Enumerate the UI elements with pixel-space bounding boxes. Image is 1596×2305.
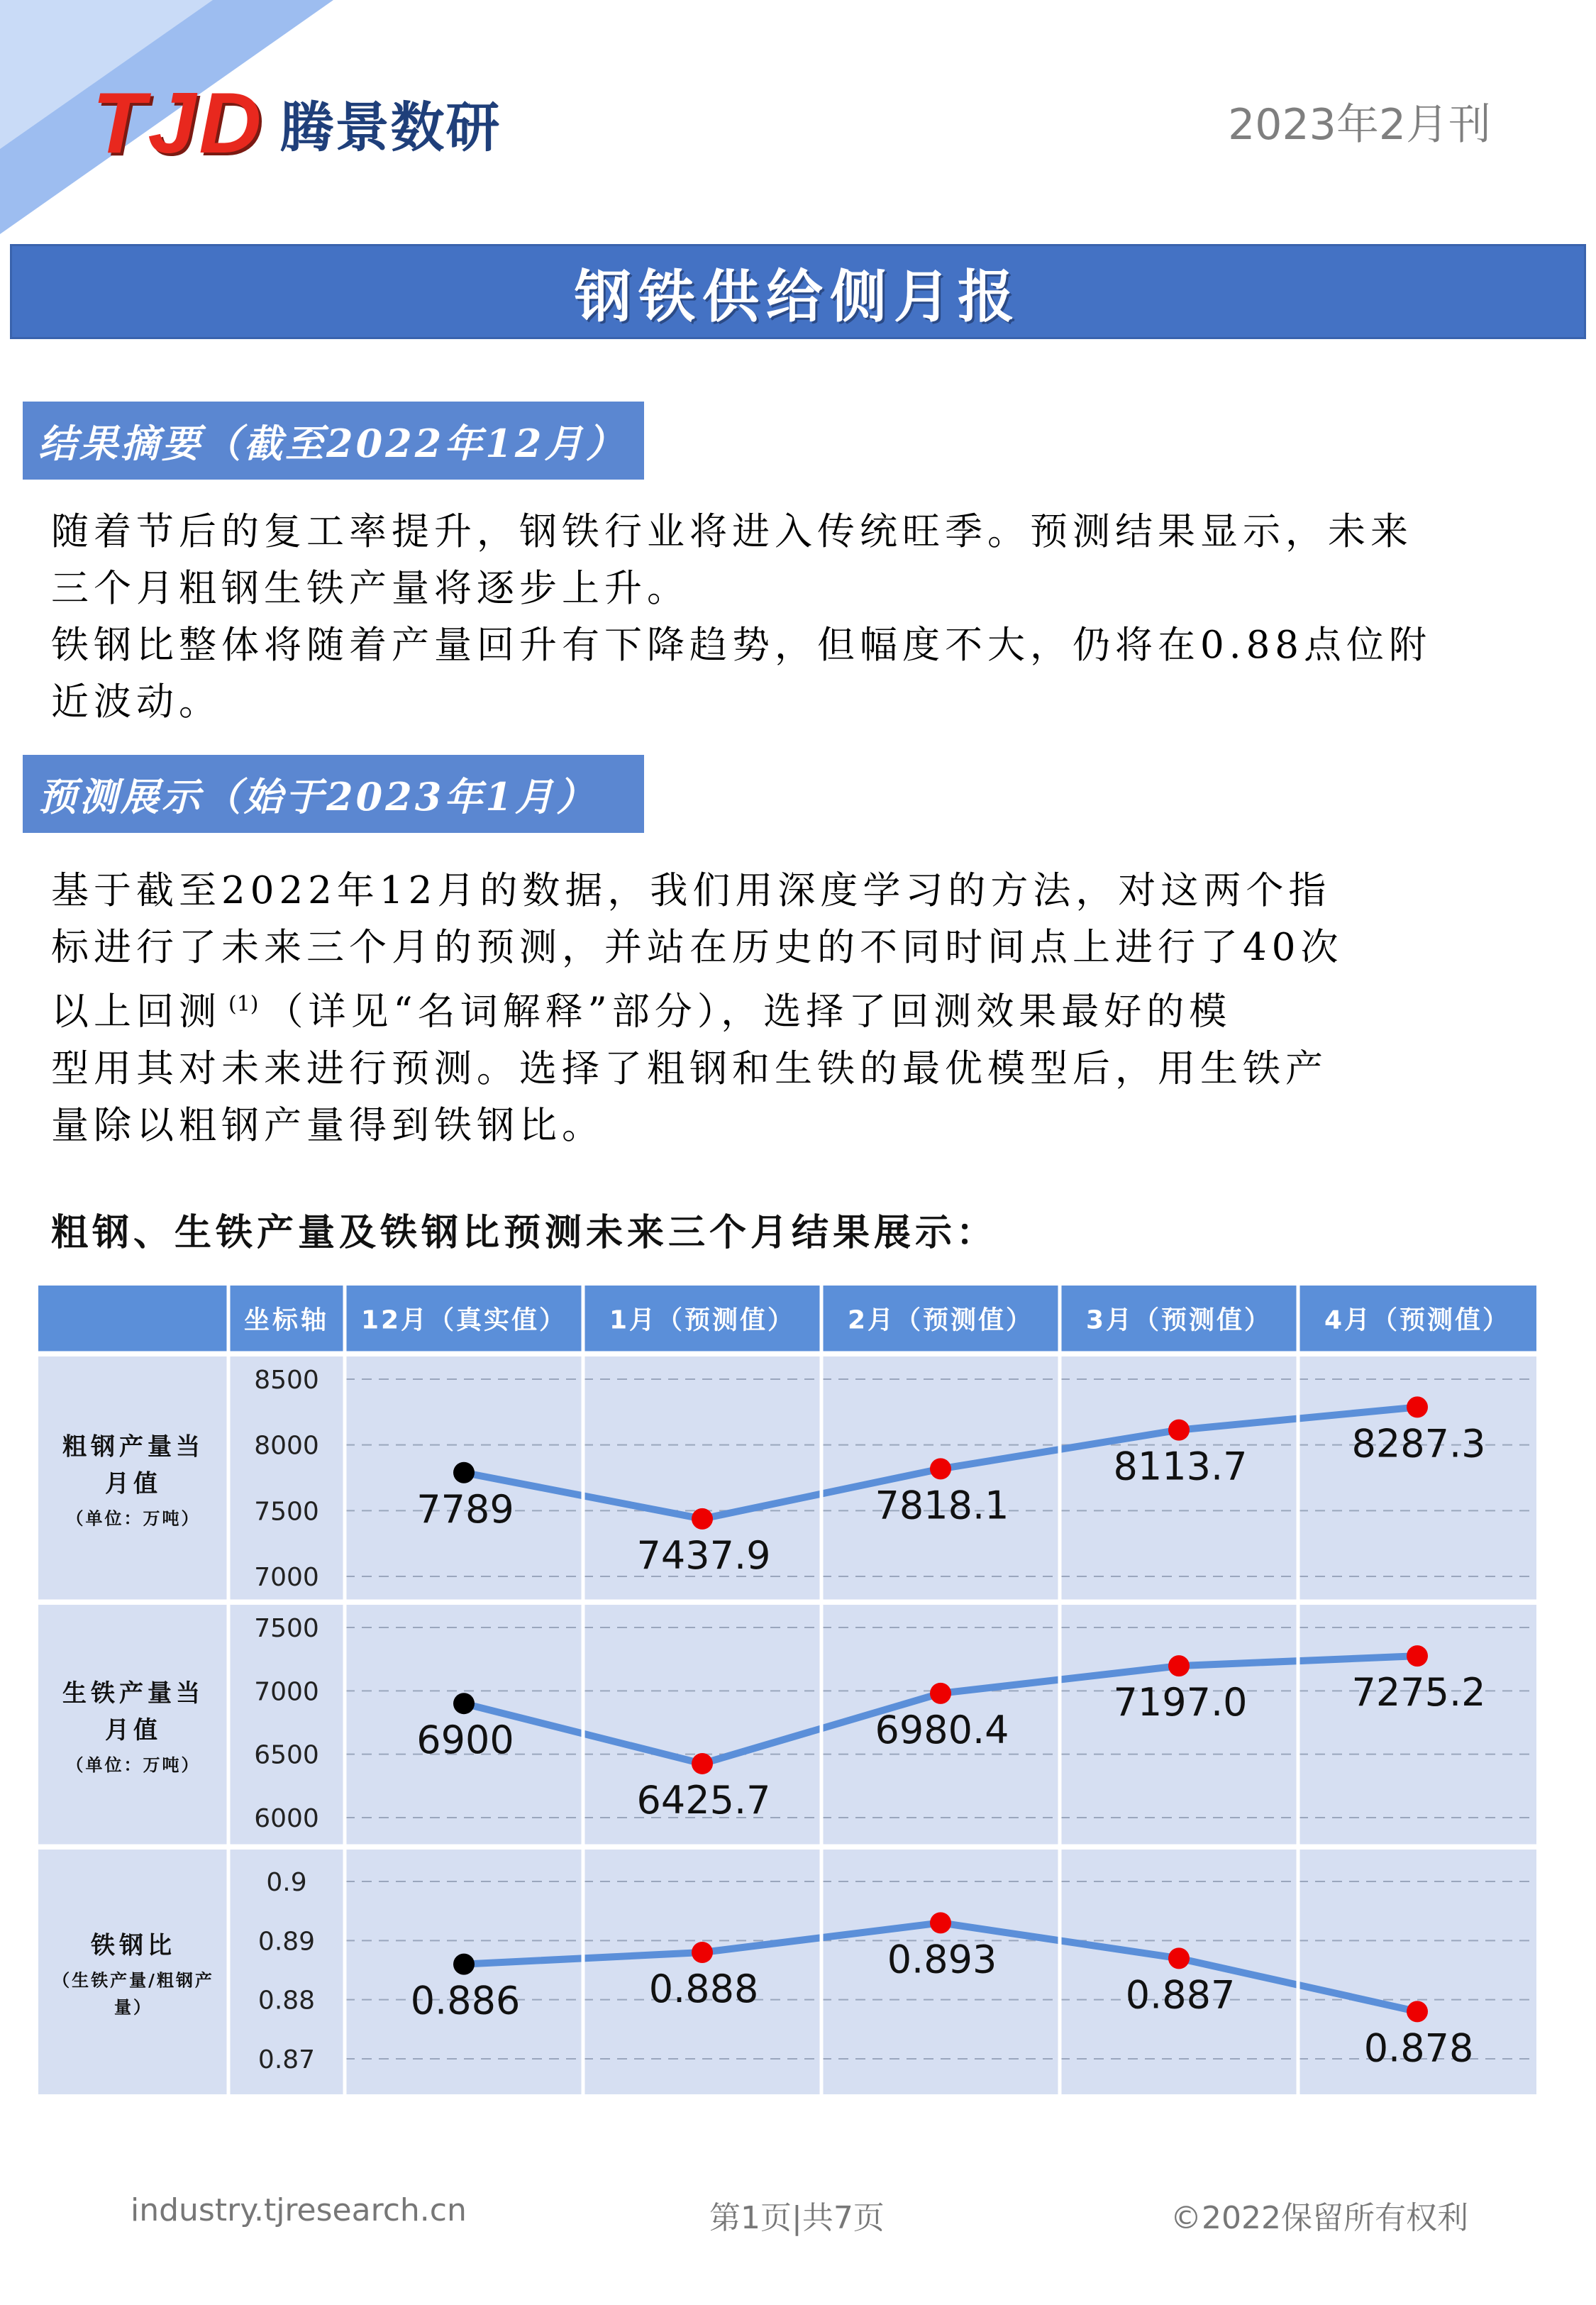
forecast-heading: 预测展示（始于2023年1月） xyxy=(38,773,597,819)
row-label: 月值 xyxy=(105,1716,162,1745)
forecast-point xyxy=(692,1753,713,1774)
actual-point xyxy=(453,1954,475,1975)
row-unit: （单位：万吨） xyxy=(66,1508,201,1529)
footnote-marker: (1) xyxy=(228,992,259,1017)
data-label: 6980.4 xyxy=(875,1707,1009,1752)
category-header: 1月（预测值） xyxy=(609,1305,796,1335)
row-label: 铁钢比 xyxy=(91,1931,176,1960)
forecast-point xyxy=(930,1683,951,1704)
summary-line: 三个月粗钢生铁产量将逐步上升。 xyxy=(51,567,689,610)
category-header: 4月（预测值） xyxy=(1324,1305,1511,1335)
forecast-line-part: （详见“名词解释”部分），选择了回测效果最好的模 xyxy=(265,990,1232,1034)
y-tick-label: 0.87 xyxy=(257,2045,316,2074)
forecast-point xyxy=(692,1942,713,1963)
data-label: 7818.1 xyxy=(875,1483,1009,1528)
data-label: 7789 xyxy=(416,1486,514,1532)
forecast-point xyxy=(1168,1655,1190,1676)
row-unit: （单位：万吨） xyxy=(66,1755,201,1775)
data-label: 8287.3 xyxy=(1351,1421,1486,1466)
footer-website[interactable]: industry.tjresearch.cn xyxy=(131,2192,467,2228)
footer-page-number: 第1页|共7页 xyxy=(709,2200,885,2236)
row-label: 生铁产量当 xyxy=(62,1679,204,1708)
forecast-line-part: 以上回测 xyxy=(51,990,221,1034)
footer-copyright: ©2022保留所有权利 xyxy=(1170,2200,1468,2236)
category-header: 12月（真实值） xyxy=(360,1305,567,1335)
data-label: 0.886 xyxy=(410,1978,521,2023)
forecast-point xyxy=(692,1508,713,1530)
logo-text: 腾景数研 xyxy=(279,95,501,159)
issue-date: 2023年2月刊 xyxy=(1228,100,1491,150)
y-tick-label: 6000 xyxy=(254,1804,319,1833)
data-label: 0.878 xyxy=(1363,2025,1474,2071)
data-label: 0.888 xyxy=(648,1967,759,2011)
row-label: 粗钢产量当 xyxy=(62,1432,204,1461)
y-tick-label: 7000 xyxy=(254,1677,319,1707)
summary-heading: 结果摘要（截至2022年12月） xyxy=(38,420,627,466)
row-label: 月值 xyxy=(105,1469,162,1498)
row-unit: 量） xyxy=(114,1997,153,2018)
category-header: 2月（预测值） xyxy=(847,1305,1034,1335)
y-tick-label: 6500 xyxy=(254,1740,319,1770)
data-label: 6900 xyxy=(416,1718,514,1763)
forecast-line: 基于截至2022年12月的数据，我们用深度学习的方法，对这两个指 xyxy=(51,869,1331,912)
forecast-point xyxy=(1407,2001,1428,2022)
summary-line: 近波动。 xyxy=(51,680,221,724)
row-unit: （生铁产量/粗钢产 xyxy=(52,1970,214,1991)
summary-line: 铁钢比整体将随着产量回升有下降趋势，但幅度不大，仍将在0.88点位附 xyxy=(51,624,1432,667)
forecast-point xyxy=(930,1912,951,1933)
category-header: 3月（预测值） xyxy=(1085,1305,1273,1335)
forecast-point xyxy=(1407,1645,1428,1666)
actual-point xyxy=(453,1693,475,1714)
data-label: 8113.7 xyxy=(1113,1444,1248,1489)
y-tick-label: 0.88 xyxy=(257,1986,316,2016)
data-label: 7275.2 xyxy=(1351,1670,1486,1715)
axis-header: 坐标轴 xyxy=(243,1305,330,1335)
forecast-line: 型用其对未来进行预测。选择了粗钢和生铁的最优模型后，用生铁产 xyxy=(51,1046,1328,1090)
y-tick-label: 7500 xyxy=(254,1614,319,1643)
data-label: 7197.0 xyxy=(1113,1680,1248,1725)
actual-point xyxy=(453,1462,475,1483)
y-tick-label: 0.9 xyxy=(266,1868,307,1897)
y-tick-label: 0.89 xyxy=(257,1927,316,1957)
y-tick-label: 7500 xyxy=(254,1497,319,1527)
summary-line: 随着节后的复工率提升，钢铁行业将进入传统旺季。预测结果显示，未来 xyxy=(51,510,1413,553)
forecast-point xyxy=(930,1458,951,1479)
data-label: 0.887 xyxy=(1125,1972,1236,2018)
y-tick-label: 8500 xyxy=(254,1366,319,1395)
y-tick-label: 8000 xyxy=(254,1431,319,1461)
forecast-point xyxy=(1168,1420,1190,1441)
chart-title: 粗钢、生铁产量及铁钢比预测未来三个月结果展示： xyxy=(51,1211,998,1254)
data-label: 0.893 xyxy=(887,1937,997,1982)
forecast-point xyxy=(1407,1396,1428,1417)
forecast-point xyxy=(1168,1947,1190,1969)
y-tick-label: 7000 xyxy=(254,1563,319,1592)
data-label: 7437.9 xyxy=(636,1532,771,1578)
forecast-line: 标进行了未来三个月的预测，并站在历史的不同时间点上进行了40次 xyxy=(51,926,1343,969)
data-label: 6425.7 xyxy=(636,1777,771,1823)
forecast-line: 量除以粗钢产量得到铁钢比。 xyxy=(51,1103,604,1147)
logo-mark: TJD xyxy=(92,74,265,171)
report-title: 钢铁供给侧月报 xyxy=(575,262,1021,330)
